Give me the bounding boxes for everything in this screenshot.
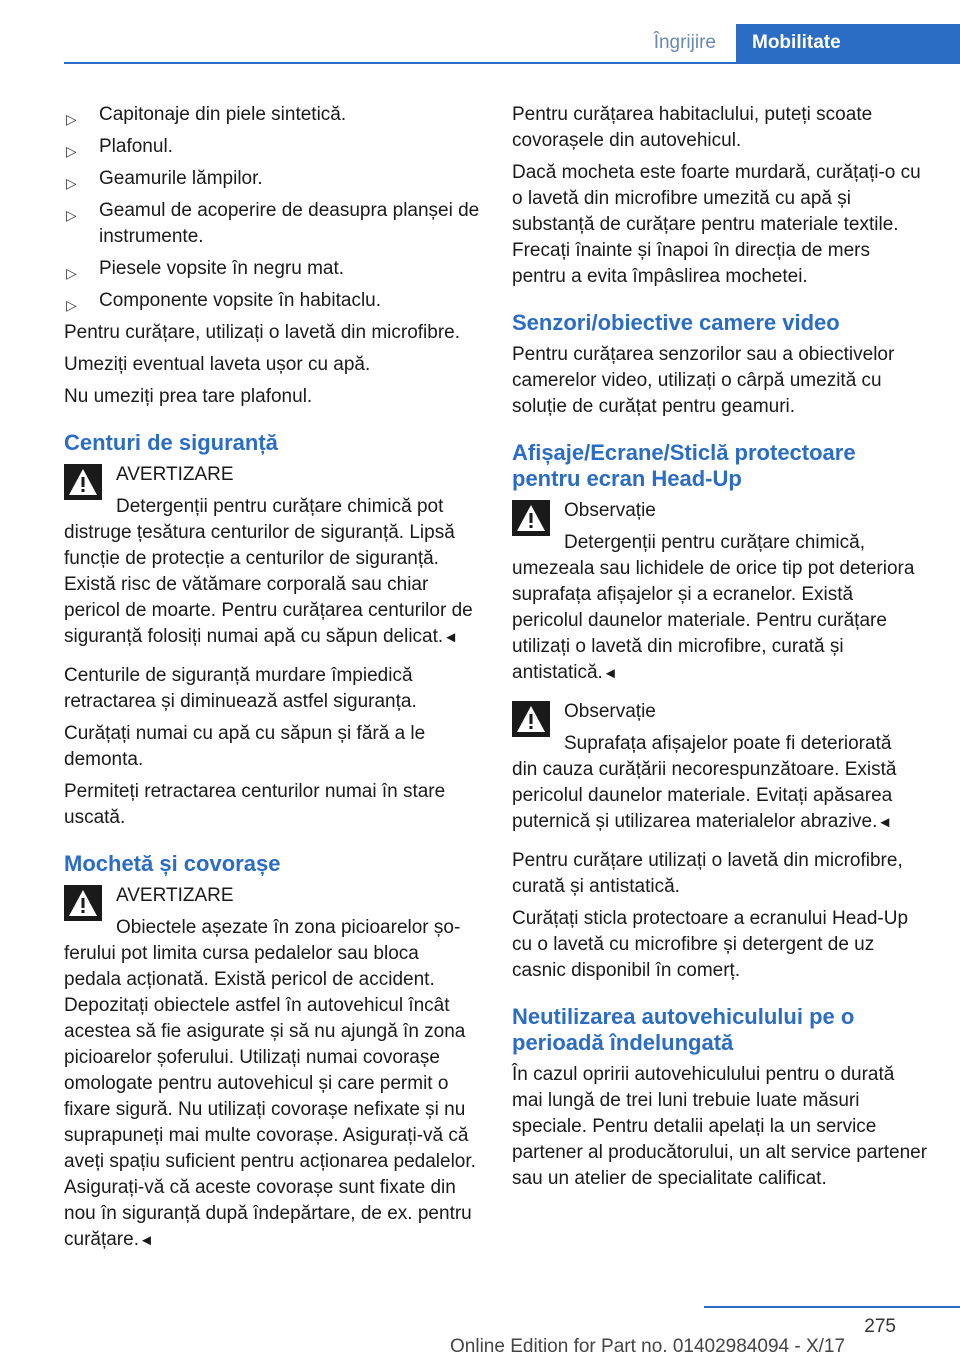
end-mark-icon: ◄ xyxy=(877,814,893,831)
right-column xyxy=(512,102,928,1198)
warning-text: ferului pot limita cursa pedalelor sau bloca pedala acționată. Există pericol de accident. Depozitați obiectele astfel în autovehicul încât acestea să fie asigurate și să nu ajungă în zona picioarelor șoferului. Utilizați numai covorașe omologate pentru autovehicul și care permit o fixare sigură. Nu utilizați covorașe nefixate și nu suprapuneți mai multe covorașe. Asigurați-vă că aveți spațiu suficient pentru acționarea pedalelor. Asigurați-vă că aceste covorașe sunt fixate din nou în siguranță după îndepărtare, de ex. pentru curățare. xyxy=(64,943,476,1250)
warning-title: AVERTIZARE xyxy=(116,885,234,906)
note-title: Observație xyxy=(564,500,656,521)
note-text: umezeala sau lichidele de orice tip pot deteriora suprafața afișajelor și a ecranelor. Există pericolul daunelor materiale. Pentru curățare utilizați o lavetă din microfibre, curată și antistatică. xyxy=(512,558,915,683)
paragraph: Pentru curățarea habitaclului, puteți scoate covorașele din autovehicul. xyxy=(512,104,873,151)
paragraph: Pentru curățarea senzorilor sau a obiectivelor camerelor video, utilizați o cârpă umezită cu soluție de curățat pentru geamuri. xyxy=(512,344,895,417)
triangle-bullet-icon: ▷ xyxy=(66,175,77,191)
heading-belts: Centuri de siguranță xyxy=(64,430,278,455)
list-item: ▷ Componente vopsite în habitaclu. xyxy=(64,288,480,314)
heading-sensors: Senzori/obiective camere video xyxy=(512,310,840,335)
note-text: din cauza curățării necorespunzătoare. Există pericolul daunelor materiale. Evitați apăsarea puternică și utilizarea materialelor abrazive. xyxy=(512,759,897,832)
header-rule xyxy=(64,62,960,64)
warning-text: Obiectele așezate în zona picioarelor șo- xyxy=(116,917,461,938)
paragraph: Centurile de siguranță murdare împiedică retractarea și diminuează astfel siguranța. xyxy=(64,665,417,712)
list-item: ▷ Piesele vopsite în negru mat. xyxy=(64,256,480,282)
triangle-bullet-icon: ▷ xyxy=(66,297,77,313)
header-tabs xyxy=(654,24,960,62)
paragraph: În cazul opririi autovehiculului pentru o durată mai lungă de trei luni trebuie luate măsuri speciale. Pentru detalii apelați la un service partener al producătorului, un alt service partener sau un atelier de specialitate calificat. xyxy=(512,1064,928,1189)
end-mark-icon: ◄ xyxy=(443,629,459,646)
note-text: Detergenții pentru curățare chimică, xyxy=(564,532,865,553)
warning-title: AVERTIZARE xyxy=(116,464,234,485)
note-text: Suprafața afișajelor poate fi deteriorată xyxy=(564,733,892,754)
tab-mobilitate[interactable]: Mobilitate xyxy=(736,24,960,62)
list-item: ▷ Capitonaje din piele sintetică. xyxy=(64,102,480,128)
warning-icon xyxy=(64,885,102,921)
paragraph: Curățați numai cu apă cu săpun și fără a le demonta. xyxy=(64,723,426,770)
end-mark-icon: ◄ xyxy=(138,1232,154,1249)
list-item: ▷ Geamurile lămpilor. xyxy=(64,166,480,192)
warning-icon xyxy=(512,500,550,536)
heading-displays: Afișaje/Ecrane/Sticlă protectoare pentru ecran Head-Up xyxy=(512,440,856,491)
warning-text: Detergenții pentru curățare chimică pot xyxy=(116,496,444,517)
footer-rule xyxy=(704,1306,960,1308)
triangle-bullet-icon: ▷ xyxy=(66,265,77,281)
paragraph: Permiteți retractarea centurilor numai în stare uscată. xyxy=(64,781,446,828)
paragraph: Pentru curățare utilizați o lavetă din microfibre, curată și antistatică. xyxy=(512,850,903,897)
list-item: ▷ Plafonul. xyxy=(64,134,480,160)
edition-footer: Online Edition for Part no. 01402984094 - X/17 xyxy=(450,1336,846,1357)
triangle-bullet-icon: ▷ xyxy=(66,143,77,159)
warning-mats xyxy=(64,883,480,1254)
note-title: Observație xyxy=(564,701,656,722)
triangle-bullet-icon: ▷ xyxy=(66,207,77,223)
paragraph: Dacă mocheta este foarte murdară, curățați-o cu o lavetă din microfibre umezită cu apă și substanță de curățare pentru materiale textile. Frecați înainte și înapoi în direcția de mers pentru a evita împâslirea mochetei. xyxy=(512,162,921,287)
warning-belts xyxy=(64,462,480,651)
heading-mats: Mochetă și covorașe xyxy=(64,851,281,876)
left-column xyxy=(64,102,480,1266)
paragraph: Umeziți eventual laveta ușor cu apă. xyxy=(64,354,371,375)
warning-icon xyxy=(64,464,102,500)
tab-ingrijire[interactable]: Îngrijire xyxy=(653,32,716,53)
warning-icon xyxy=(512,701,550,737)
page-number: 275 xyxy=(864,1316,896,1337)
paragraph: Nu umeziți prea tare plafonul. xyxy=(64,386,313,407)
triangle-bullet-icon: ▷ xyxy=(66,111,77,127)
paragraph: Pentru curățare, utilizați o lavetă din microfibre. xyxy=(64,322,461,343)
paragraph: Curățați sticla protectoare a ecranului Head-Up cu o lavetă cu microfibre și detergent de uz casnic disponibil în comerț. xyxy=(512,908,909,981)
cleaning-list xyxy=(64,102,480,314)
note-displays-1 xyxy=(512,498,928,687)
note-displays-2 xyxy=(512,699,928,836)
warning-text: distruge țesătura centurilor de siguranță. Lipsă funcție de protecție a centurilor de siguranță. Există risc de vătămare corporală sau chiar pericol de moarte. Pentru curățarea centurilor de siguranță folosiți numai apă cu săpun delicat. xyxy=(64,522,473,647)
end-mark-icon: ◄ xyxy=(602,665,618,682)
heading-storage: Neutilizarea autovehiculului pe o perioadă îndelungată xyxy=(512,1004,855,1055)
list-item: ▷ Geamul de acoperire de deasupra planșei de instrumente. xyxy=(66,200,480,247)
